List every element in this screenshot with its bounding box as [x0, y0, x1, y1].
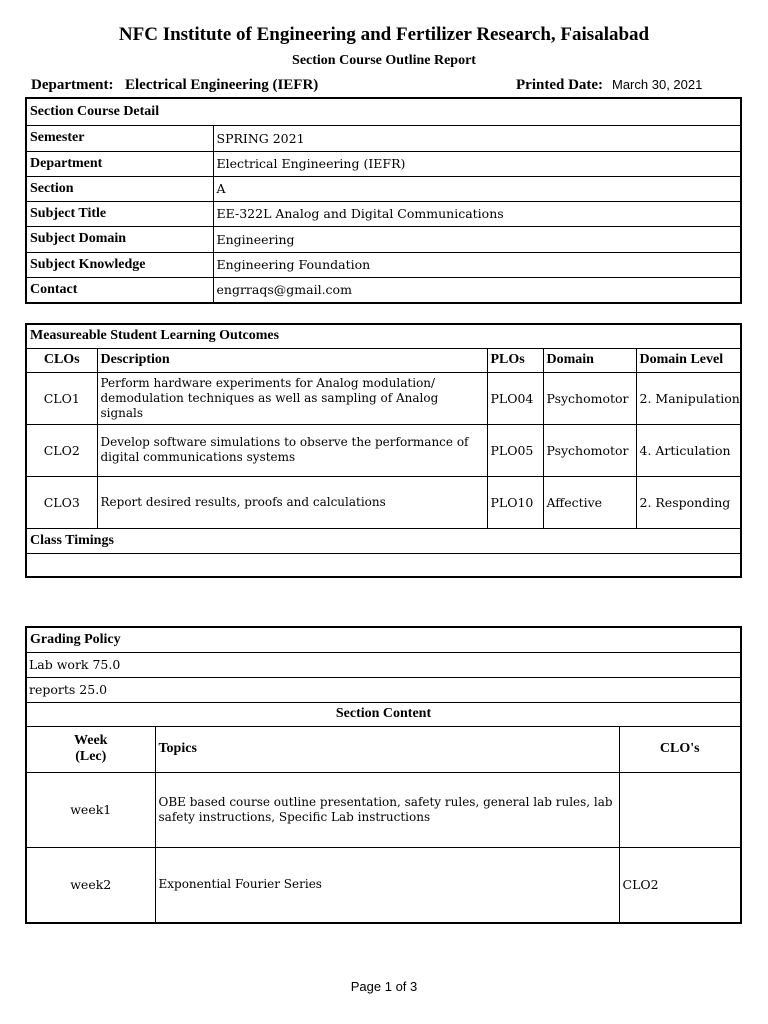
- detail-value: A: [213, 176, 741, 201]
- detail-label: Contact: [26, 277, 213, 303]
- outcome-level: 4. Articulation: [636, 424, 741, 476]
- col-description: Description: [97, 348, 487, 372]
- printed-date-label: Printed Date:: [516, 77, 604, 93]
- content-week: week1: [26, 772, 155, 847]
- grading-item: Lab work 75.0: [26, 652, 741, 677]
- department-value: Electrical Engineering (IEFR): [125, 77, 319, 93]
- detail-value: SPRING 2021: [213, 125, 741, 151]
- col-plos: PLOs: [487, 348, 543, 372]
- col-domain: Domain: [543, 348, 636, 372]
- detail-value: EE-322L Analog and Digital Communications: [213, 201, 741, 226]
- institute-title: NFC Institute of Engineering and Fertilizer Research, Faisalabad: [118, 24, 650, 45]
- outcome-description: Develop software simulations to observe the performance of digital communications systems: [97, 424, 487, 476]
- detail-label: Semester: [26, 125, 213, 151]
- outcomes-heading: Measureable Student Learning Outcomes: [26, 324, 741, 348]
- detail-row: [26, 176, 741, 201]
- detail-row: [26, 125, 741, 151]
- detail-row: [26, 277, 741, 303]
- outcome-domain: Affective: [543, 476, 636, 528]
- content-week: week2: [26, 847, 155, 923]
- content-header-row: [26, 726, 741, 772]
- detail-value: engrraqs@gmail.com: [213, 277, 741, 303]
- page-number: Page 1 of 3: [350, 979, 418, 994]
- outcome-description: Perform hardware experiments for Analog modulation/ demodulation techniques as well as sampling of Analog signals: [97, 372, 487, 424]
- detail-row: [26, 226, 741, 252]
- outcome-level: 2. Responding: [636, 476, 741, 528]
- detail-label: Subject Title: [26, 201, 213, 226]
- report-title: Section Course Outline Report: [292, 53, 476, 68]
- detail-value: Engineering: [213, 226, 741, 252]
- detail-label: Subject Domain: [26, 226, 213, 252]
- course-detail-heading: Section Course Detail: [26, 98, 741, 125]
- col-clos: CLOs: [26, 348, 97, 372]
- content-row: [26, 847, 741, 923]
- detail-value: Electrical Engineering (IEFR): [213, 151, 741, 176]
- outcome-level: 2. Manipulation: [636, 372, 741, 424]
- class-timings-heading: Class Timings: [26, 528, 741, 553]
- section-content-heading: Section Content: [26, 702, 741, 726]
- printed-date-value: March 30, 2021: [612, 77, 703, 92]
- outcome-plo: PLO10: [487, 476, 543, 528]
- grading-table: [25, 626, 742, 924]
- department-label: Department:: [31, 77, 114, 93]
- course-detail-table: [25, 97, 742, 304]
- grading-heading: Grading Policy: [26, 627, 741, 652]
- content-topics: Exponential Fourier Series: [155, 847, 619, 923]
- detail-label: Department: [26, 151, 213, 176]
- col-domain-level: Domain Level: [636, 348, 741, 372]
- grading-item: reports 25.0: [26, 677, 741, 702]
- outcome-domain: Psychomotor: [543, 372, 636, 424]
- outcome-row: [26, 476, 741, 528]
- content-clos: [619, 772, 741, 847]
- outcome-description: Report desired results, proofs and calculations: [97, 476, 487, 528]
- detail-value: Engineering Foundation: [213, 252, 741, 277]
- detail-row: [26, 201, 741, 226]
- outcomes-table: [25, 323, 742, 578]
- content-topics: OBE based course outline presentation, safety rules, general lab rules, lab safety instructions, Specific Lab instructions: [155, 772, 619, 847]
- outcome-clo: CLO2: [26, 424, 97, 476]
- col-clos: CLO's: [619, 726, 741, 772]
- outcome-plo: PLO05: [487, 424, 543, 476]
- detail-label: Section: [26, 176, 213, 201]
- outcome-clo: CLO1: [26, 372, 97, 424]
- col-week: Week (Lec): [26, 726, 155, 772]
- content-clos: CLO2: [619, 847, 741, 923]
- outcome-plo: PLO04: [487, 372, 543, 424]
- outcome-domain: Psychomotor: [543, 424, 636, 476]
- detail-label: Subject Knowledge: [26, 252, 213, 277]
- content-row: [26, 772, 741, 847]
- detail-row: [26, 151, 741, 176]
- outcomes-header-row: [26, 348, 741, 372]
- class-timings-value: [26, 553, 741, 577]
- detail-row: [26, 252, 741, 277]
- outcome-row: [26, 424, 741, 476]
- outcome-clo: CLO3: [26, 476, 97, 528]
- outcome-row: [26, 372, 741, 424]
- col-topics: Topics: [155, 726, 619, 772]
